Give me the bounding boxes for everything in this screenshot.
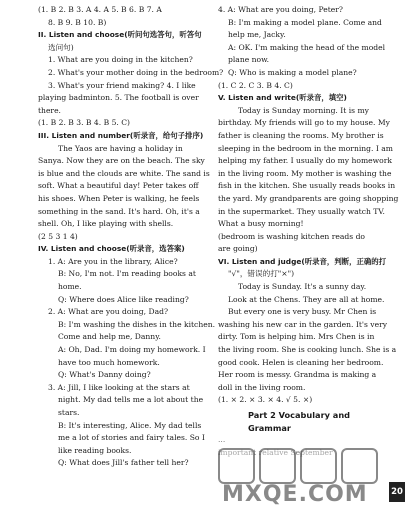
section-heading: V. Listen and write(听录音，填空) bbox=[218, 93, 347, 103]
text-line: Sanya. Now they are on the beach. The sky bbox=[38, 156, 205, 166]
text-line: (1. B 2. B 3. B 4. B 5. C) bbox=[38, 118, 131, 128]
section-heading: IV. Listen and choose(听录音，选答案) bbox=[38, 244, 185, 254]
text-line: 4. A: What are you doing, Peter? bbox=[218, 5, 343, 14]
section-heading: III. Listen and number(听录音，给句子排序) bbox=[38, 130, 204, 140]
text-line: 2. A: What are you doing, Dad? bbox=[48, 307, 169, 317]
left-column bbox=[38, 4, 224, 470]
text-line: in the supermarket. They usually watch TV. bbox=[218, 206, 385, 216]
text-line: doll in the living room. bbox=[218, 382, 306, 392]
text-line: What a busy morning! bbox=[218, 219, 304, 229]
text-line: B: No, I'm not. I'm reading books at bbox=[58, 269, 196, 279]
text-line: fish in the kitchen. She usually reads books in bbox=[218, 181, 396, 191]
text-line: A: OK. I'm making the head of the model bbox=[228, 42, 386, 52]
text-line: his shoes. When Peter is walking, he feels bbox=[38, 193, 200, 203]
text-line: plane now. bbox=[228, 55, 270, 65]
text-line: Q: What does Jill's father tell her? bbox=[58, 458, 189, 468]
text-line: in the living room. My mother is washing the bbox=[218, 168, 392, 178]
text-line: (1. C 2. C 3. B 4. C) bbox=[218, 80, 293, 90]
text-line: (2 5 3 1 4) bbox=[38, 231, 78, 241]
text-line: Come and help me, Danny. bbox=[58, 332, 161, 342]
text-line: is blue and the clouds are white. The sand is bbox=[38, 168, 210, 178]
text-line: playing badminton. 5. The football is over bbox=[38, 93, 199, 103]
text-line: The Yaos are having a holiday in bbox=[58, 143, 183, 153]
text-line: sleeping in the bedroom in the morning. I am bbox=[218, 143, 393, 153]
text-line: Today is Sunday. It's a sunny day. bbox=[238, 282, 367, 292]
text-line: But every one is very busy. Mr Chen is bbox=[228, 307, 377, 317]
text-line: A: Oh, Dad. I'm doing my homework. I bbox=[58, 345, 206, 355]
text-line: B: It's interesting, Alice. My dad tells bbox=[58, 420, 202, 430]
partial-line-1: ... bbox=[218, 435, 226, 445]
text-line: 3. What's your friend making? 4. I like bbox=[48, 80, 196, 90]
text-line: home. bbox=[58, 282, 82, 292]
page-number: 20 bbox=[389, 482, 405, 502]
section-heading: VI. Listen and judge(听录音，判断，正确的打 bbox=[218, 256, 387, 266]
section-heading: II. Listen and choose(听问句选答句，听答句 bbox=[38, 30, 202, 40]
text-line: shell. Oh, I like playing with shells. bbox=[38, 219, 174, 229]
text-line: B: I'm washing the dishes in the kitchen. bbox=[58, 319, 216, 329]
text-line: father is cleaning the rooms. My brother is bbox=[218, 130, 384, 140]
watermark-text: MXQE.COM bbox=[222, 482, 368, 507]
text-line: good cook. Helen is cleaning her bedroom. bbox=[218, 357, 384, 367]
text-line: 1. A: Are you in the library, Alice? bbox=[48, 256, 178, 266]
text-line: like reading books. bbox=[58, 445, 132, 455]
text-line: washing his new car in the garden. It's very bbox=[218, 319, 387, 329]
partial-line-2: important relative September bbox=[218, 447, 333, 457]
text-line: night. My dad tells me a lot about the bbox=[58, 395, 204, 405]
text-line: (1. × 2. × 3. × 4. √ 5. ×) bbox=[218, 395, 313, 405]
text-line: B: I'm making a model plane. Come and bbox=[228, 17, 382, 27]
text-line: dirty. Tom is helping him. Mrs Chen is in bbox=[218, 332, 375, 342]
text-line: are going) bbox=[218, 244, 258, 254]
text-line: soft. What a beautiful day! Peter takes off bbox=[38, 181, 199, 191]
text-line: something in the sand. It's hard. Oh, it's a bbox=[38, 206, 200, 216]
text-line: the living room. She is cooking lunch. She is a bbox=[218, 345, 397, 355]
text-line: 2. What's your mother doing in the bedroom? bbox=[48, 67, 224, 77]
text-line: helping my father. I usually do my homework bbox=[218, 156, 392, 166]
text-line: the yard. My grandparents are going shopping bbox=[218, 193, 399, 203]
text-line: 选问句) bbox=[48, 42, 74, 52]
text-line: Today is Sunday morning. It is my bbox=[238, 105, 369, 115]
text-line: Q: Where does Alice like reading? bbox=[58, 294, 189, 304]
text-line: birthday. My friends will go to my house. My bbox=[218, 118, 390, 128]
text-line: (bedroom is washing kitchen reads do bbox=[218, 231, 365, 241]
text-line: Look at the Chens. They are all at home. bbox=[228, 294, 385, 304]
text-line: (1. B 2. B 3. A 4. A 5. B 6. B 7. A bbox=[38, 5, 162, 14]
text-line: 3. A: Jill, I like looking at the stars at bbox=[48, 382, 190, 392]
text-line: Q: Who is making a model plane? bbox=[228, 67, 357, 77]
text-line: me a lot of stories and fairy tales. So I bbox=[58, 433, 205, 443]
part-2-heading: Part 2 Vocabulary and Grammar bbox=[248, 410, 351, 433]
text-line: Q: What's Danny doing? bbox=[58, 370, 151, 380]
text-line: have too much homework. bbox=[58, 357, 160, 367]
text-line: 1. What are you doing in the kitchen? bbox=[48, 55, 193, 65]
text-line: stars. bbox=[58, 408, 80, 417]
text-line: there. bbox=[38, 105, 61, 115]
text-line: help me, Jacky. bbox=[228, 30, 286, 40]
right-column bbox=[218, 4, 399, 459]
text-line: "√"，错误的打"×") bbox=[228, 269, 295, 279]
text-line: 8. B 9. B 10. B) bbox=[48, 17, 107, 27]
text-line: Her room is messy. Grandma is making a bbox=[218, 370, 377, 380]
